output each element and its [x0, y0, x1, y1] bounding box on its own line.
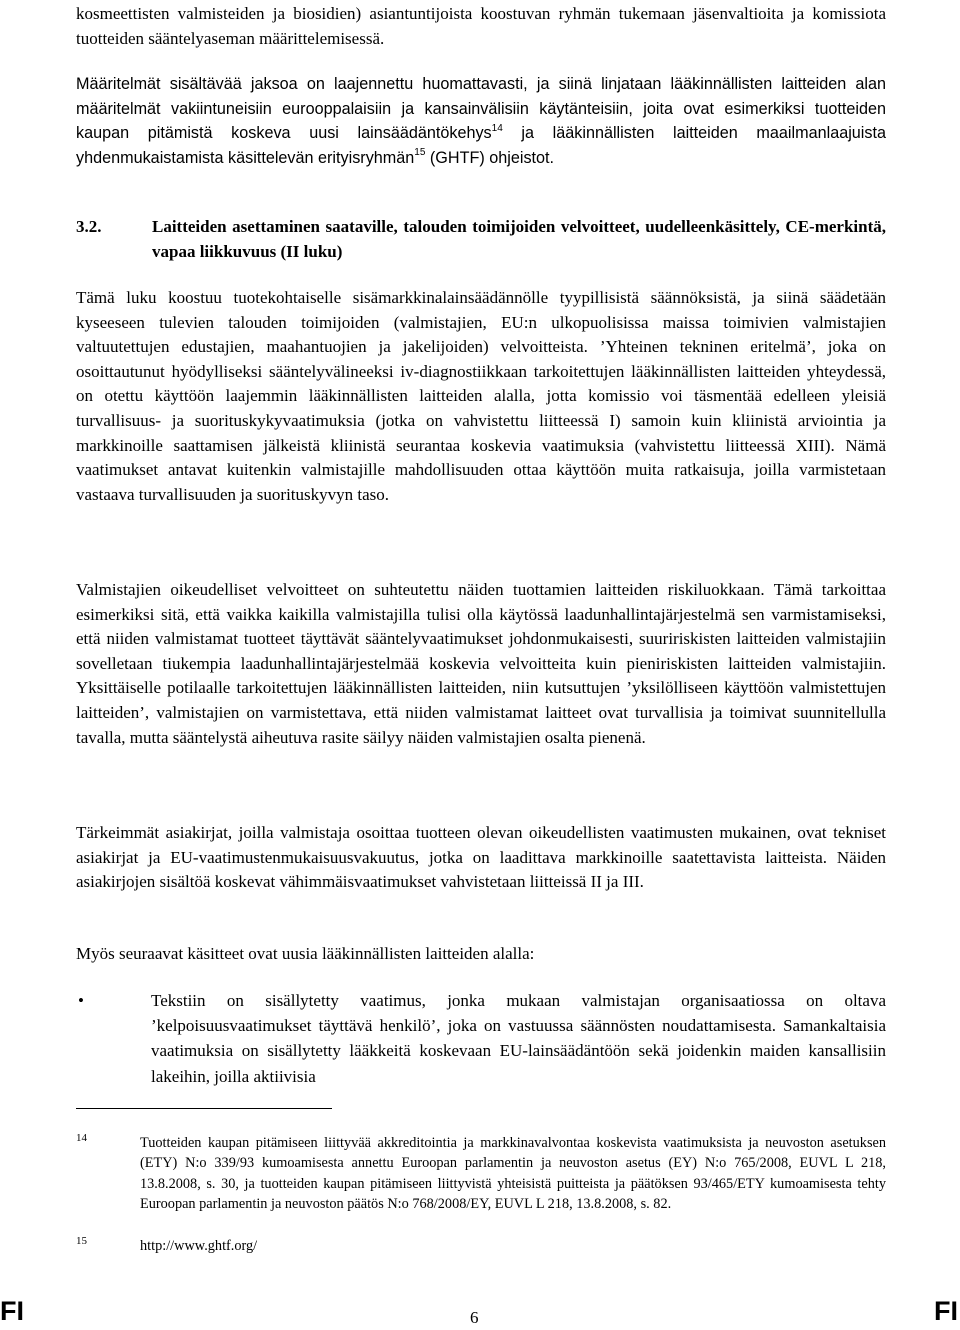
footnote-link[interactable]: http://www.ghtf.org/: [140, 1238, 258, 1254]
paragraph-manufacturer-obligations: Valmistajien oikeudelliset velvoitteet on suhteutettu näiden tuottamien laitteiden riskiluokkaan. Tämä tarkoittaa esimerkiksi sitä, että vaikka kaikilla valmistajilla tulisi olla käytössä laadunhallintajärjestelmä sen varmistamiseksi, että niiden valmistamat tuotteet täyttävät sääntelyvaatimukset johdonmukaisesti, suuririskisten laitteiden valmistajiin sovelletaan tiukempia laadunhallintajärjestelmää koskevia velvoitteita kuin pieniriskisten laitteiden valmistajiin. Yksittäiselle potilaalle tarkoitettujen lääkinnällisten laitteiden, niin kutsuttujen ’yksilölliseen käyttöön valmistettujen laitteiden’, valmistajien on varmistettava, että niiden valmistamat laitteet ovat turvallisia ja toimivat suunnitellulla tavalla, mutta sääntelystä aiheutuva rasite säilyy näiden valmistajien osalta pienenä.: [76, 580, 886, 747]
paragraph-technical-documentation: Tärkeimmät asiakirjat, joilla valmistaja osoittaa tuotteen olevan oikeudellisten vaatimusten mukainen, ovat tekniset asiakirjat ja EU-vaatimustenmukaisuusvakuutus, jotka on laadittava markkinoille saatettavista laitteista. Näiden asiakirjojen sisältöä koskevat vähimmäisvaatimukset vahvistetaan liitteissä II ja III.: [76, 823, 886, 892]
list-item: [76, 988, 886, 1089]
footnote-ref-15[interactable]: 15: [414, 147, 426, 159]
section-number: 3.2.: [76, 217, 102, 236]
footnote-15: [76, 1236, 886, 1256]
paragraph-chapter-overview: Tämä luku koostuu tuotekohtaiselle sisämarkkinalainsäädännölle tyypillisistä säännöksistä, ja siinä säädetään kyseeseen tulevien talouden toimijoiden (valmistajien, EU:n ulkopuolisissa maissa toimivien valmistajien valtuutettujen edustajien, maahantuojien ja jakelijoiden) velvoitteista. ’Yhteinen tekninen eritelmä’, joka on osoittautunut hyödylliseksi sääntelyvälineeksi iv-diagnostiikkaan tarkoitettujen lääkinnällisten laitteiden yhteydessä, on otettu käyttöön laajemmin lääkinnällisten laitteiden alalla, jotta komissio voi täsmentää edelleen yleisiä turvallisuus- ja suorituskykyvaatimuksia (jotka on vahvistettu liitteessä I) samoin kuin kliinistä arviointia ja markkinoille saattamisen jälkeistä kliinistä seurantaa koskevia vaatimuksia (vahvistettu liitteessä XIII). Nämä vaatimukset antavat kuitenkin valmistajille mahdollisuuden ottaa käyttöön muita ratkaisuja, joilla varmistetaan vastaava turvallisuuden ja suorituskyvyn taso.: [76, 288, 886, 504]
bullet-list: [76, 988, 886, 1089]
bullet-icon: •: [78, 991, 84, 1010]
footer-language-right: FI: [934, 1296, 958, 1326]
paragraph-definitions: [76, 72, 886, 170]
paragraph-intro-continuation: kosmeettisten valmisteiden ja biosidien) asiantuntijoista koostuvan ryhmän tukemaan jäsenvaltioita ja komissiota tuotteiden sääntelyaseman määrittelemisessä.: [76, 4, 886, 48]
paragraph-new-concepts: Myös seuraavat käsitteet ovat uusia lääkinnällisten laitteiden alalla:: [76, 944, 535, 963]
page-number: 6: [470, 1308, 479, 1327]
paragraph-definitions-text-c: (GHTF) ohjeistot.: [425, 148, 555, 167]
paragraph-definitions-text-a: Määritelmät sisältävää jaksoa on laajennettu huomattavasti, ja siinä linjataan lääkinnällisten laitteiden alan määritelmät vakiintuneisiin eurooppalaisiin ja kansainvälisiin käytänteisiin, joita ovat esimerkiksi tuotteiden kaupan pitämistä koskeva uusi lainsäädäntökehys: [76, 75, 886, 143]
section-heading: [76, 214, 886, 264]
section-title: Laitteiden asettaminen saataville, talouden toimijoiden velvoitteet, uudelleenkäsittely, CE-merkintä, vapaa liikkuvuus (II luku): [152, 217, 886, 261]
footnote-number: 14: [76, 1132, 87, 1144]
footnote-ref-14[interactable]: 14: [491, 122, 503, 134]
list-item-text: Tekstiin on sisällytetty vaatimus, jonka mukaan valmistajan organisaatiossa on oltava ’kelpoisuusvaatimukset täyttävä henkilö’, joka on vastuussa säännösten noudattamisesta. Samankaltaisia vaatimuksia on sisällytetty lääkkeitä koskevaan EU-lainsäädäntöön sekä joidenkin maiden kansallisiin lakeihin, joilla aktiivisia: [151, 991, 886, 1086]
footer-language-left: FI: [0, 1296, 24, 1326]
paragraph-definitions-text-b: ja lääkinnällisten laitteiden maailmanlaajuista yhdenmukaistamista käsittelevän erityisryhmän: [76, 124, 886, 167]
footnote-number: 15: [76, 1235, 87, 1247]
footnote-14: [76, 1133, 886, 1215]
footnote-text: Tuotteiden kaupan pitämiseen liittyvää akkreditointia ja markkinavalvontaa koskevista vaatimuksista ja neuvoston asetuksen (ETY) N:o 339/93 kumoamisesta annettu Euroopan parlamentin ja neuvoston asetus (EY) N:o 765/2008, EUVL L 218, 13.8.2008, s. 30, ja tuotteiden kaupan pitämiseen liittyvistä yhteisistä puitteista ja päätöksen 93/465/ETY kumoamisesta tehty Euroopan parlamentin ja neuvoston päätös N:o 768/2008/EY, EUVL L 218, 13.8.2008, s. 82.: [140, 1135, 886, 1213]
footnote-separator: [76, 1108, 332, 1109]
